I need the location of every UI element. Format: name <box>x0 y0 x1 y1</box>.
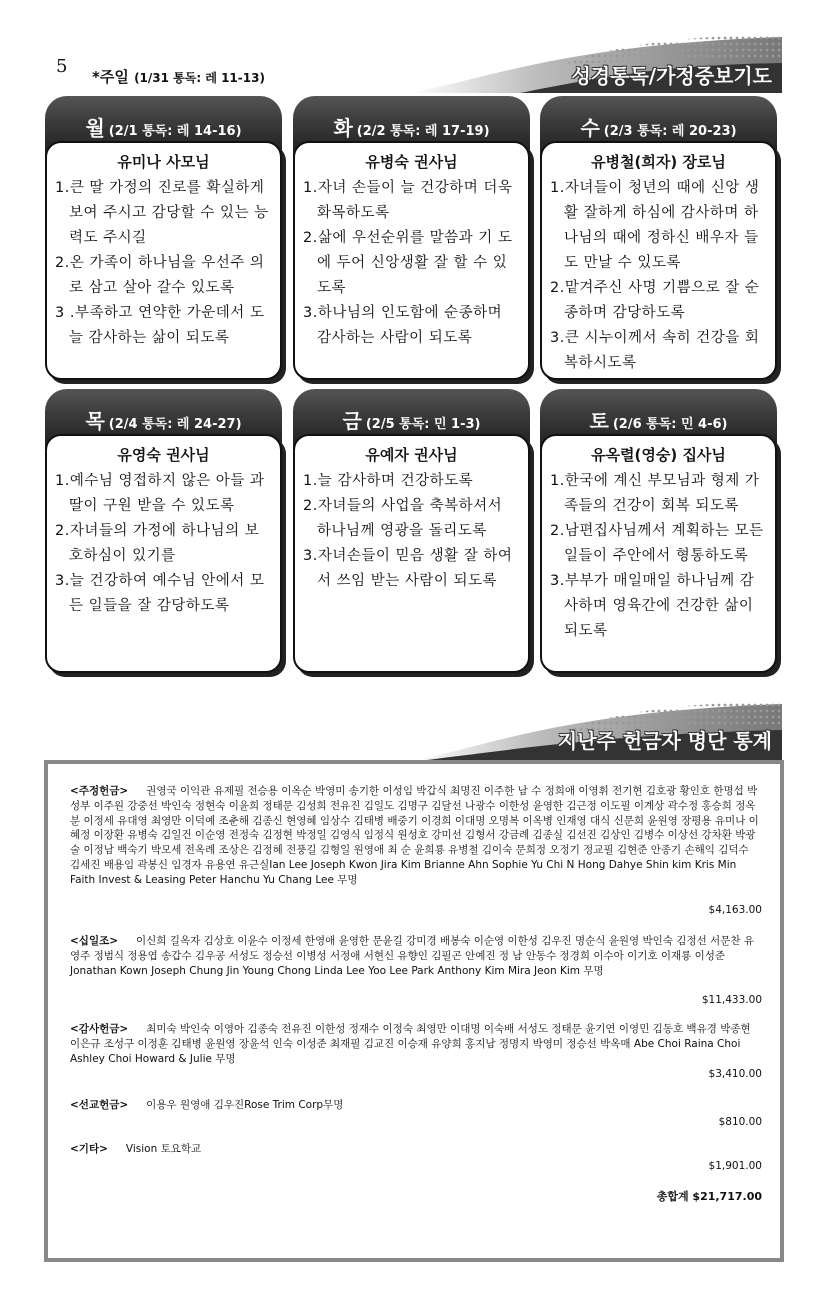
prayer-person: 유병철(희자) 장로님 <box>591 153 726 171</box>
category-label: <주정헌금> <box>70 785 129 797</box>
donor-names: 최미숙 박인숙 이영아 김종숙 전유진 이한성 정재수 이정숙 최영만 이대명 이숙배 서성도 정태문 윤기연 이영민 김동호 백유경 박종현 이은규 조성구 이정훈 김태병 윤원영 장윤석 인숙 이성준 최재필 김교진 이승재 유양희 홍지남 정명지 박영미 정승선 박옥매 Abe Choi Raina Choi Ashley Choi Howard & Julie 무명 <box>70 1023 751 1065</box>
day-label: 화 <box>333 116 353 140</box>
offering-category <box>70 934 762 978</box>
day-card-tue <box>293 96 530 381</box>
donor-names: 권영국 이익관 유제필 전승용 이옥순 박영미 송기한 이성임 박갑식 최명진 이주한 남 수 정희애 이영휘 전기현 김호광 황인호 한명섭 박성부 이주원 강중선 박인숙 정현숙 이윤희 정태문 김성희 전유진 김일도 김명구 김달선 나광수 이한성 윤영한 김근정 이도필 이계상 곽수정 홍승희 정옥분 이정세 유대영 최영만 이덕예 조춘해 김종신 현영혜 임상수 김태병 배중기 이경희 이대명 오명복 이옥병 인재영 대식 신문희 윤원영 장평용 유미나 이혜정 이장환 유병숙 김일건 이순영 전정숙 김정현 박정일 김영식 임정식 원성호 강미선 김형서 강금례 김종실 김선진 김상인 김병수 이상선 강차환 박광술 이정남 백숙기 박모세 전옥례 조상은 김정혜 전풍길 김형일 원영애 최 순 윤희룡 유병철 김이숙 문희정 오정기 정교필 김현준 안종기 손해익 김덕수 김세진 배용임 곽봉신 임경자 유용연 유근실Ian Lee Joseph Kwon Jira Kim Brianne Ahn Sophie Yu Chi N Hong Dahye Shin kim Kris Min Faith Invest & Leasing Peter Hanchu Yu Chang Lee 무명 <box>70 785 759 886</box>
category-amount: $1,901.00 <box>708 1160 762 1172</box>
prayer-item: 3 .부족하고 연약한 가운데서 도 늘 감사하는 삶이 되도록 <box>55 305 265 346</box>
offering-category <box>70 784 762 888</box>
day-reading: (2/1 통독: 레 14-16) <box>108 124 242 139</box>
day-card-wed <box>540 96 777 381</box>
day-card-fri <box>293 389 530 674</box>
banner-title: 지난주 헌금자 명단 통계 <box>557 729 772 753</box>
day-body <box>293 141 530 380</box>
day-reading: (2/3 통독: 레 20-23) <box>603 124 737 139</box>
day-card-thu <box>45 389 282 674</box>
offering-total: 총합계 $21,717.00 <box>656 1190 762 1203</box>
day-reading: (2/4 통독: 레 24-27) <box>108 417 242 432</box>
donor-names: 이신희 길옥자 김상호 이윤수 이정세 한영애 윤영한 문윤길 강미경 배봉숙 이순영 이한성 김우진 명순식 윤원영 박인숙 김정선 서문찬 유영주 정범식 정용엽 송갑수 김우공 서성도 정승선 이병성 서정애 서현신 유향인 김필곤 안예진 정 남 안동수 정경희 이수아 이기호 이재룡 이성준 Jonathan Kown Joseph Chung Jin Young Chong Linda Lee Yoo Lee Park Anthony Kim Mira Jeon Kim 무명 <box>70 935 754 977</box>
category-label: <십일조> <box>70 935 119 947</box>
category-label: <선교헌금> <box>70 1099 129 1111</box>
day-card-mon <box>45 96 282 381</box>
category-amount: $11,433.00 <box>701 994 762 1006</box>
prayer-item: 2.삶에 우선순위를 말씀과 기 도에 두어 신앙생활 잘 할 수 있도록 <box>303 230 513 296</box>
day-body <box>45 141 282 380</box>
prayer-item: 1.한국에 계신 부모님과 형제 가족들의 건강이 회복 되도록 <box>550 473 760 514</box>
prayer-item: 2.남편집사님께서 계획하는 모든 일들이 주안에서 형통하도록 <box>550 523 764 564</box>
offering-list <box>44 760 784 1262</box>
prayer-item: 3.하나님의 인도함에 순종하며 감사하는 사람이 되도록 <box>303 305 503 346</box>
prayer-item: 2.온 가족이 하나님을 우선주 의로 삼고 살아 갈수 있도록 <box>55 255 265 296</box>
prayer-item: 3.큰 시누이께서 속히 건강을 회복하시도록 <box>550 330 760 371</box>
day-card-sat <box>540 389 777 674</box>
sunday-reading <box>92 66 265 87</box>
prayer-person: 유미나 사모님 <box>117 153 210 171</box>
category-label: <기타> <box>70 1143 108 1155</box>
prayer-person: 유영숙 권사님 <box>117 446 210 464</box>
sunday-title: *주일 <box>92 68 129 86</box>
offering-category <box>70 1142 762 1157</box>
prayer-item: 1.늘 감사하며 건강하도록 <box>303 473 474 489</box>
day-label: 목 <box>85 409 105 433</box>
day-body <box>540 434 777 673</box>
offering-category <box>70 1098 762 1113</box>
prayer-item: 1.자녀들이 청년의 때에 신앙 생활 잘하게 하심에 감사하며 하나님의 때에 정하신 배우자 들도 만날 수 있도록 <box>550 180 760 271</box>
prayer-item: 1.자녀 손들이 늘 건강하며 더욱 화목하도록 <box>303 180 513 221</box>
category-amount: $810.00 <box>718 1116 762 1128</box>
day-reading: (2/5 통독: 민 1-3) <box>365 417 481 432</box>
prayer-person: 유옥렬(영숭) 집사님 <box>591 446 726 464</box>
page-number: 5 <box>56 56 68 77</box>
prayer-person: 유병숙 권사님 <box>365 153 458 171</box>
prayer-item: 2.자녀들의 사업을 축복하셔서 하나님께 영광을 돌리도록 <box>303 498 503 539</box>
category-label: <감사헌금> <box>70 1023 129 1035</box>
day-label: 토 <box>589 409 609 433</box>
day-body <box>293 434 530 673</box>
prayer-person: 유예자 권사님 <box>365 446 458 464</box>
offering-banner <box>410 702 782 762</box>
category-amount: $4,163.00 <box>708 904 762 916</box>
prayer-item: 2.자녀들의 가정에 하나님의 보호하심이 있기를 <box>55 523 260 564</box>
banner-title: 성경통독/가정중보기도 <box>571 64 772 88</box>
prayer-item: 1.예수님 영접하지 않은 아들 과 딸이 구원 받을 수 있도록 <box>55 473 265 514</box>
day-body <box>540 141 777 380</box>
donor-names: 이용우 원영애 김우진Rose Trim Corp무명 <box>146 1099 344 1111</box>
prayer-item: 3.늘 건강하여 예수님 안에서 모든 일들을 잘 감당하도록 <box>55 573 265 614</box>
day-label: 금 <box>342 409 362 433</box>
offering-category <box>70 1022 762 1066</box>
day-reading: (2/6 통독: 민 4-6) <box>612 417 728 432</box>
category-amount: $3,410.00 <box>708 1068 762 1080</box>
day-label: 월 <box>85 116 105 140</box>
sunday-reading-range: (1/31 통독: 레 11-13) <box>134 71 265 85</box>
day-label: 수 <box>580 116 600 140</box>
prayer-item: 3.부부가 매일매일 하나님께 감사하며 영육간에 건강한 삶이 되도록 <box>550 573 755 639</box>
day-reading: (2/2 통독: 레 17-19) <box>356 124 490 139</box>
prayer-item: 2.맡겨주신 사명 기쁨으로 잘 순종하며 감당하도록 <box>550 280 760 321</box>
prayer-item: 3.자녀손들이 믿음 생활 잘 하여서 쓰임 받는 사람이 되도록 <box>303 548 513 589</box>
prayer-item: 1.큰 딸 가정의 진로를 확실하게 보여 주시고 감당할 수 있는 능력도 주시길 <box>55 180 269 246</box>
prayer-banner <box>410 35 782 93</box>
donor-names: Vision 토요학교 <box>125 1143 202 1155</box>
day-body <box>45 434 282 673</box>
